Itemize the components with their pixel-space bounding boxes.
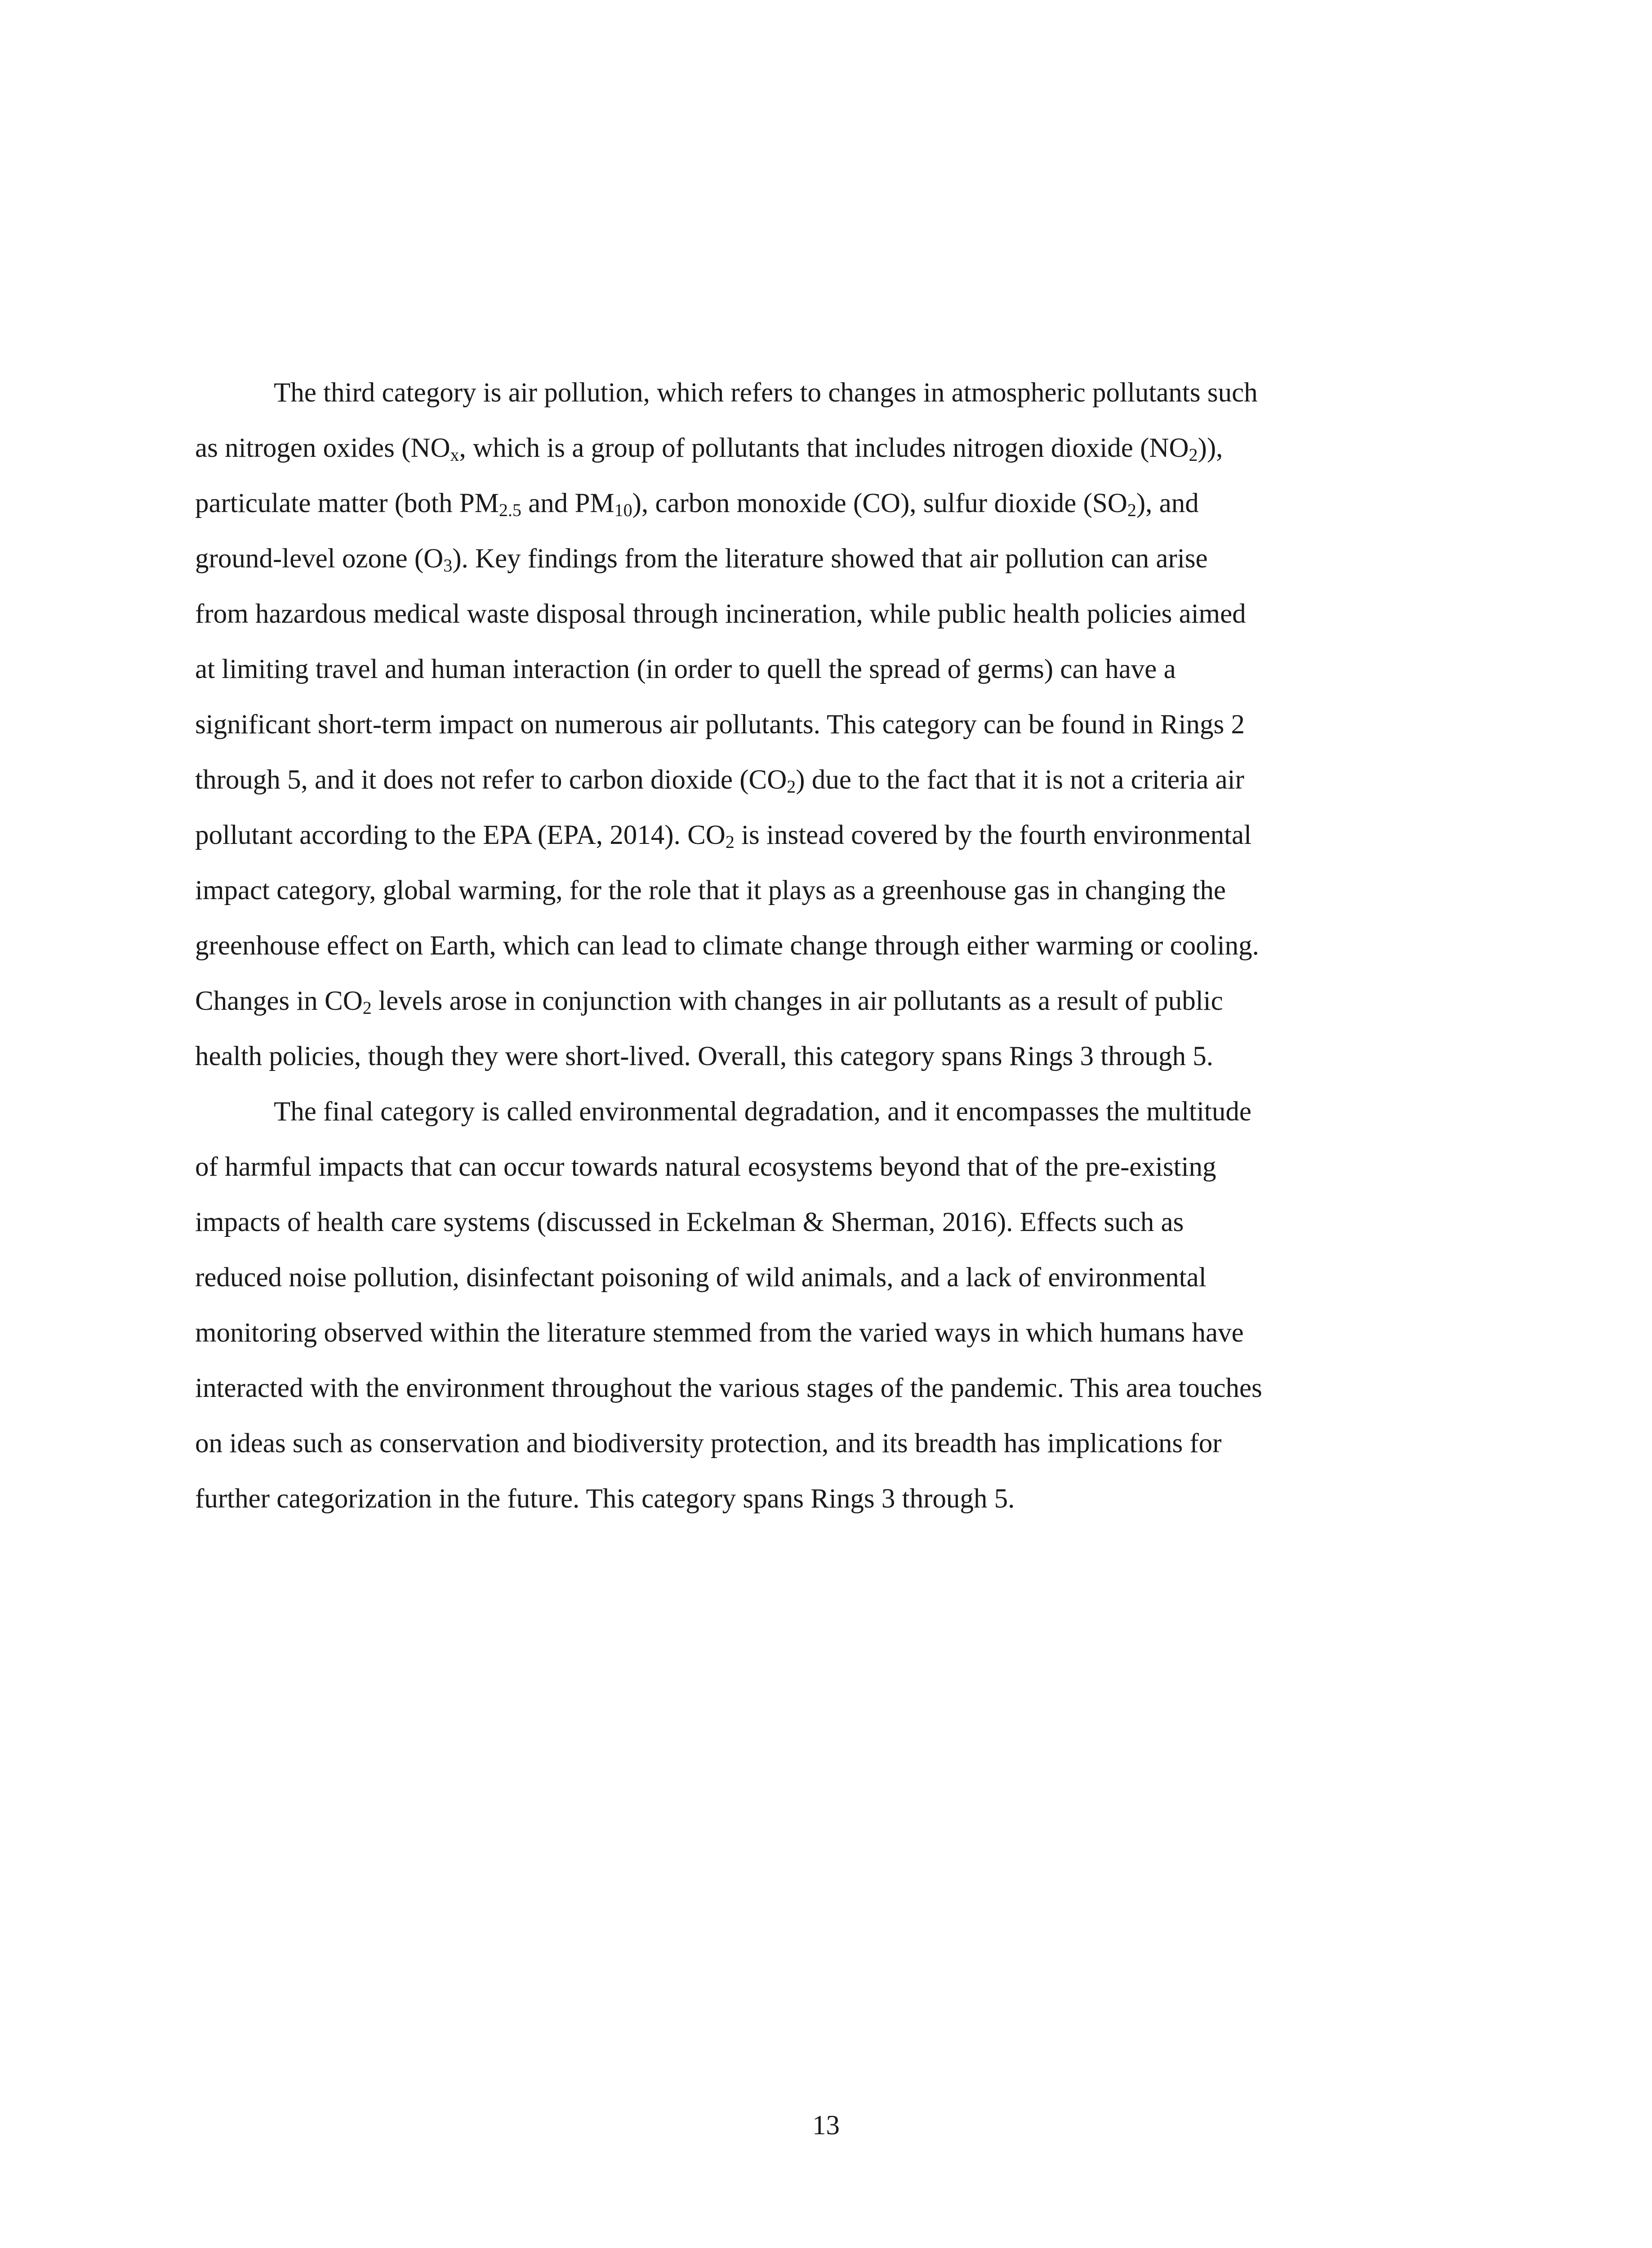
text-run: )), xyxy=(1198,433,1223,463)
subscript: x xyxy=(450,444,459,465)
subscript: 2 xyxy=(1189,444,1198,465)
text-run: reduced noise pollution, disinfectant poisoning of wild animals, and a lack of environmental xyxy=(195,1262,1207,1293)
text-run: ). Key findings from the literature showed that air pollution can arise xyxy=(452,544,1208,574)
text-line xyxy=(195,1084,1454,1139)
subscript: 2 xyxy=(787,776,796,797)
text-line xyxy=(195,1305,1454,1360)
text-run: greenhouse effect on Earth, which can lead to climate change through either warming or cooling. xyxy=(195,931,1259,961)
text-line xyxy=(195,973,1454,1029)
subscript: 2 xyxy=(1127,500,1136,520)
text-line xyxy=(195,476,1454,531)
text-run: Changes in CO xyxy=(195,986,363,1016)
text-line xyxy=(195,1139,1454,1195)
text-run: The final category is called environmental degradation, and it encompasses the multitude xyxy=(274,1097,1251,1127)
text-line xyxy=(195,863,1454,918)
text-line xyxy=(195,752,1454,807)
text-line xyxy=(195,807,1454,863)
subscript: 10 xyxy=(614,500,632,520)
text-run: interacted with the environment throughout the various stages of the pandemic. This area touches xyxy=(195,1373,1262,1403)
subscript: 3 xyxy=(443,555,453,575)
subscript: 2 xyxy=(725,831,735,852)
text-run: health policies, though they were short-lived. Overall, this category spans Rings 3 through 5. xyxy=(195,1041,1214,1071)
subscript: 2 xyxy=(362,997,372,1018)
text-run: impact category, global warming, for the role that it plays as a greenhouse gas in changing the xyxy=(195,875,1226,905)
text-run: pollutant according to the EPA (EPA, 2014). CO xyxy=(195,820,726,850)
text-line xyxy=(195,918,1454,973)
text-run: is instead covered by the fourth environmental xyxy=(734,820,1252,850)
text-run: and PM xyxy=(521,488,614,518)
text-line xyxy=(195,586,1454,642)
paragraph-environmental-degradation xyxy=(195,1084,1454,1526)
text-run: impacts of health care systems (discussed in Eckelman & Sherman, 2016). Effects such as xyxy=(195,1207,1184,1237)
text-line xyxy=(195,1250,1454,1305)
text-run: as nitrogen oxides (NO xyxy=(195,433,450,463)
text-run: at limiting travel and human interaction (in order to quell the spread of germs) can have a xyxy=(195,654,1176,684)
text-line xyxy=(195,642,1454,697)
text-line xyxy=(195,697,1454,752)
body-text xyxy=(195,365,1454,1526)
text-run: ), carbon monoxide (CO), sulfur dioxide (SO xyxy=(632,488,1127,518)
text-run: monitoring observed within the literature stemmed from the varied ways in which humans have xyxy=(195,1318,1244,1348)
text-run: ) due to the fact that it is not a criteria air xyxy=(796,765,1244,795)
text-line xyxy=(195,420,1454,476)
text-run: , which is a group of pollutants that includes nitrogen dioxide (NO xyxy=(459,433,1189,463)
subscript: 2.5 xyxy=(499,500,521,520)
text-run: from hazardous medical waste disposal through incineration, while public health policies aimed xyxy=(195,599,1246,629)
text-run: significant short-term impact on numerous air pollutants. This category can be found in Rings 2 xyxy=(195,709,1245,740)
text-run: particulate matter (both PM xyxy=(195,488,499,518)
text-line xyxy=(195,1195,1454,1250)
text-run: further categorization in the future. This category spans Rings 3 through 5. xyxy=(195,1484,1015,1514)
text-line xyxy=(195,1360,1454,1416)
text-run: levels arose in conjunction with changes in air pollutants as a result of public xyxy=(371,986,1223,1016)
text-line xyxy=(195,1416,1454,1471)
text-run: through 5, and it does not refer to carbon dioxide (CO xyxy=(195,765,787,795)
text-line xyxy=(195,365,1454,420)
text-line xyxy=(195,1029,1454,1084)
page-number: 13 xyxy=(812,2110,840,2141)
text-run: The third category is air pollution, which refers to changes in atmospheric pollutants such xyxy=(274,378,1258,408)
text-run: ground-level ozone (O xyxy=(195,544,444,574)
text-line xyxy=(195,531,1454,586)
text-run: of harmful impacts that can occur towards natural ecosystems beyond that of the pre-existing xyxy=(195,1152,1216,1182)
text-run: on ideas such as conservation and biodiversity protection, and its breadth has implications for xyxy=(195,1428,1222,1459)
paragraph-air-pollution xyxy=(195,365,1454,1084)
text-run: ), and xyxy=(1136,488,1199,518)
text-line xyxy=(195,1471,1454,1526)
